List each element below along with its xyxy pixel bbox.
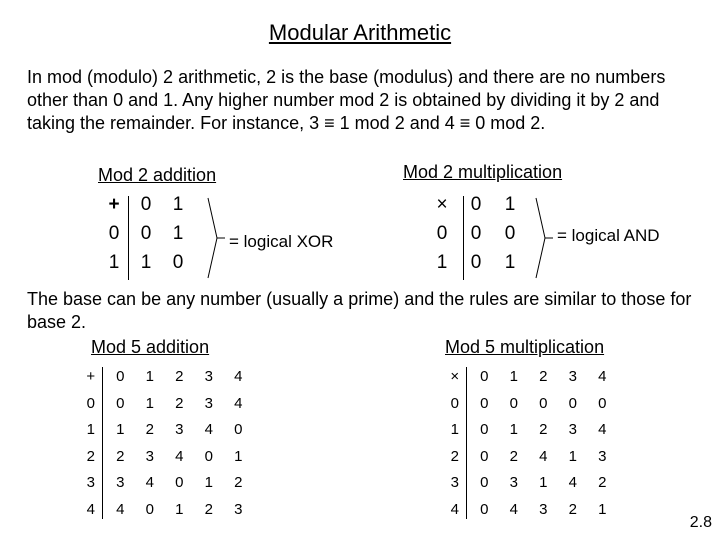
mod5-add-cell: 0 <box>86 394 95 412</box>
mod5-mul-cell: 2 <box>509 447 518 465</box>
mod5-add-cell: 1 <box>234 447 243 465</box>
xor-brace <box>206 196 226 280</box>
mod5-add-cell: 4 <box>86 500 95 518</box>
mod2-mul-cell: 0 <box>436 223 448 244</box>
mod5-mul-divider <box>466 367 467 519</box>
mod5-add-header-cell: 1 <box>145 368 154 385</box>
mod5-mul-cell: 0 <box>480 447 489 465</box>
base-paragraph: The base can be any number (usually a prime) and the rules are similar to those for base 2. <box>27 289 692 332</box>
mod2-add-cell: 1 <box>108 252 120 273</box>
mod5-add-cell: 3 <box>116 474 125 491</box>
mod5-add-cell: 3 <box>175 421 184 438</box>
intro-paragraph: In mod (modulo) 2 arithmetic, 2 is the base (modulus) and there are no numbers other than 0 and 1. Any higher number mod 2 is obtained by dividing it by 2 and taking the remainder. For instance, 3 ≡ 1 mod 2 and 4 ≡ 0 mod 2. <box>27 67 666 133</box>
mod5-add-cell: 4 <box>234 394 243 412</box>
mod2-add-cell: 0 <box>172 252 184 273</box>
mod5-add-cell: 2 <box>116 447 125 465</box>
mod5-mul-header-cell: 4 <box>598 368 607 385</box>
mod5-mul-operator: × <box>450 368 460 385</box>
mod2-mul-cell: 1 <box>504 252 516 273</box>
mod5-add-cell: 3 <box>204 394 213 412</box>
mod5-mul-cell: 1 <box>598 500 607 518</box>
mod5-multiplication-heading: Mod 5 multiplication <box>445 337 605 357</box>
mod5-add-cell: 4 <box>175 447 184 465</box>
mod5-add-cell: 1 <box>175 500 184 518</box>
mod5-add-header-cell: 3 <box>204 368 213 385</box>
mod5-mul-cell: 0 <box>568 394 577 412</box>
mod5-add-cell: 1 <box>116 421 125 438</box>
page-title: Modular Arithmetic <box>268 20 452 45</box>
mod5-mul-header-cell: 0 <box>480 368 489 385</box>
mod5-add-cell: 0 <box>234 421 243 438</box>
xor-note: = logical XOR <box>229 232 334 251</box>
mod2-mul-divider <box>463 196 464 280</box>
mod5-add-cell: 2 <box>175 394 184 412</box>
mod5-mul-cell: 4 <box>568 474 577 491</box>
page-number: 2.8 <box>689 514 712 531</box>
mod5-add-cell: 4 <box>116 500 125 518</box>
mod5-add-operator: + <box>86 368 96 385</box>
mod5-mul-cell: 0 <box>598 394 607 412</box>
mod5-add-cell: 4 <box>145 474 154 491</box>
mod5-mul-cell: 2 <box>598 474 607 491</box>
mod5-add-cell: 3 <box>86 474 95 491</box>
mod5-mul-cell: 0 <box>480 421 489 438</box>
mod5-add-cell: 3 <box>145 447 154 465</box>
mod5-mul-cell: 0 <box>480 474 489 491</box>
mod2-add-cell: 1 <box>172 223 184 244</box>
mod2-multiplication-heading: Mod 2 multiplication <box>403 162 563 182</box>
mod5-mul-header-cell: 1 <box>509 368 518 385</box>
mod5-mul-cell: 3 <box>568 421 577 438</box>
mod5-add-cell: 0 <box>204 447 213 465</box>
mod5-mul-cell: 1 <box>509 421 518 438</box>
mod5-mul-cell: 2 <box>450 447 459 465</box>
mod2-add-header-cell: 0 <box>140 194 152 215</box>
mod2-add-header-cell: 1 <box>172 194 184 215</box>
mod5-mul-header-cell: 2 <box>539 368 548 385</box>
mod5-add-cell: 1 <box>86 421 95 438</box>
mod5-mul-header-cell: 3 <box>568 368 577 385</box>
mod5-add-cell: 2 <box>145 421 154 438</box>
mod2-mul-cell: 0 <box>504 223 516 244</box>
mod5-mul-cell: 0 <box>450 394 459 412</box>
mod5-add-cell: 2 <box>234 474 243 491</box>
mod2-add-cell: 0 <box>140 223 152 244</box>
mod5-mul-cell: 3 <box>509 474 518 491</box>
mod2-mul-header-cell: 0 <box>470 194 482 215</box>
mod5-add-cell: 1 <box>204 474 213 491</box>
mod5-add-cell: 0 <box>175 474 184 491</box>
mod2-add-operator: + <box>108 194 120 215</box>
mod5-add-cell: 1 <box>145 394 154 412</box>
mod5-mul-cell: 0 <box>480 500 489 518</box>
mod5-mul-cell: 4 <box>450 500 459 518</box>
mod5-mul-cell: 4 <box>598 421 607 438</box>
mod5-mul-cell: 1 <box>568 447 577 465</box>
mod5-mul-cell: 3 <box>539 500 548 518</box>
mod2-add-cell: 1 <box>140 252 152 273</box>
mod2-add-divider <box>128 196 129 280</box>
mod2-mul-cell: 0 <box>470 252 482 273</box>
mod5-mul-cell: 0 <box>480 394 489 412</box>
mod2-mul-cell: 1 <box>436 252 448 273</box>
mod5-mul-cell: 3 <box>450 474 459 491</box>
mod5-add-cell: 0 <box>116 394 125 412</box>
mod5-mul-cell: 2 <box>539 421 548 438</box>
and-brace <box>534 196 554 280</box>
mod5-add-cell: 2 <box>204 500 213 518</box>
mod5-mul-cell: 2 <box>568 500 577 518</box>
mod2-mul-header-cell: 1 <box>504 194 516 215</box>
mod5-mul-cell: 0 <box>539 394 548 412</box>
mod5-mul-cell: 1 <box>450 421 459 438</box>
mod2-mul-operator: × <box>436 194 448 215</box>
mod5-mul-cell: 3 <box>598 447 607 465</box>
and-note: = logical AND <box>557 226 660 245</box>
mod5-mul-cell: 4 <box>539 447 548 465</box>
mod5-mul-cell: 4 <box>509 500 518 518</box>
mod5-add-cell: 2 <box>86 447 95 465</box>
mod2-addition-heading: Mod 2 addition <box>98 165 217 185</box>
mod5-add-header-cell: 4 <box>234 368 243 385</box>
mod5-mul-cell: 0 <box>509 394 518 412</box>
mod5-add-header-cell: 0 <box>116 368 125 385</box>
mod5-add-cell: 4 <box>204 421 213 438</box>
mod5-add-cell: 3 <box>234 500 243 518</box>
mod2-add-cell: 0 <box>108 223 120 244</box>
mod2-mul-cell: 0 <box>470 223 482 244</box>
mod5-add-cell: 0 <box>145 500 154 518</box>
mod5-mul-cell: 1 <box>539 474 548 491</box>
mod5-add-divider <box>102 367 103 519</box>
mod5-addition-heading: Mod 5 addition <box>91 337 210 357</box>
mod5-add-header-cell: 2 <box>175 368 184 385</box>
